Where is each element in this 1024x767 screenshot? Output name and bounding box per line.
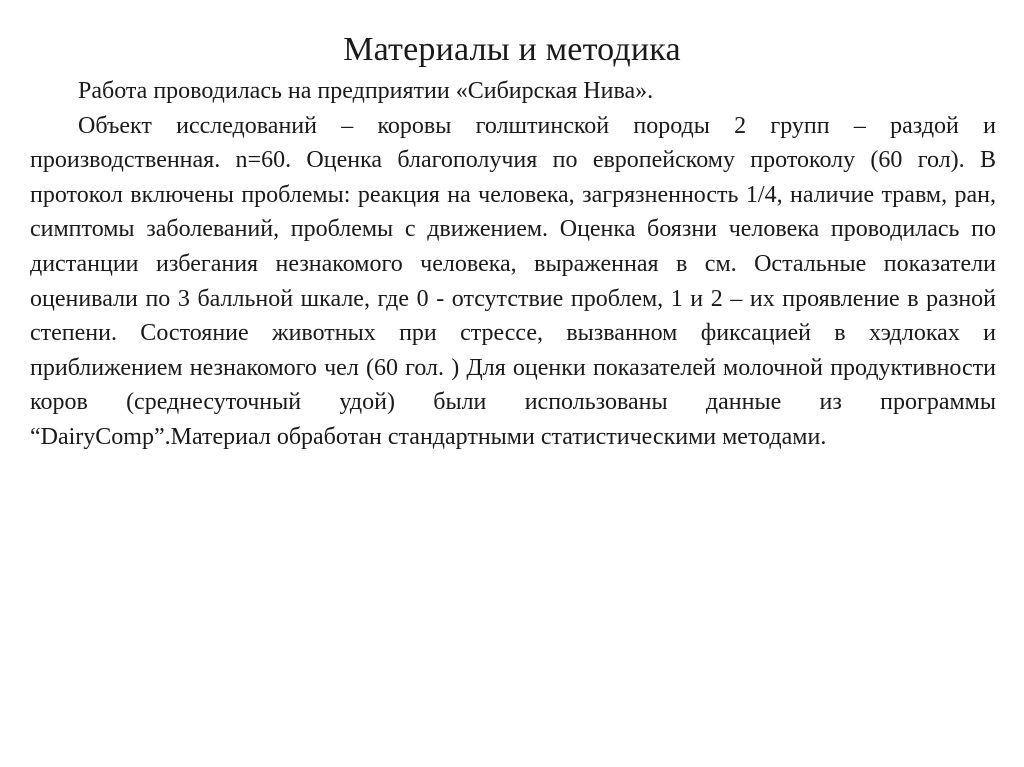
paragraph-methods: Объект исследований – коровы голштинской породы 2 групп – раздой и производственная. n=60. Оценка благополучия по европейскому протоколу (60 гол). В протокол включены проблемы: реакция на человека, загрязненность 1/4, наличие травм, ран, симптомы заболеваний, проблемы с движением. Оценка боязни человека проводилась по дистанции избегания незнакомого человека, выраженная в см. Остальные показатели оценивали по 3 балльной шкале, где 0 - отсутствие проблем, 1 и 2 – их проявление в разной степени. Состояние животных при стрессе, вызванном фиксацией в хэдлоках и приближением незнакомого чел (60 гол. ) Для оценки показателей молочной продуктивности коров (среднесуточный удой) были использованы данные из программы “DairyComp”.Материал обработан стандартными статистическими методами.: [30, 112, 996, 450]
paragraph-location: Работа проводилась на предприятии «Сибирская Нива».: [78, 78, 654, 104]
slide-body: [30, 74, 996, 455]
slide-title: Материалы и методика: [343, 31, 681, 68]
